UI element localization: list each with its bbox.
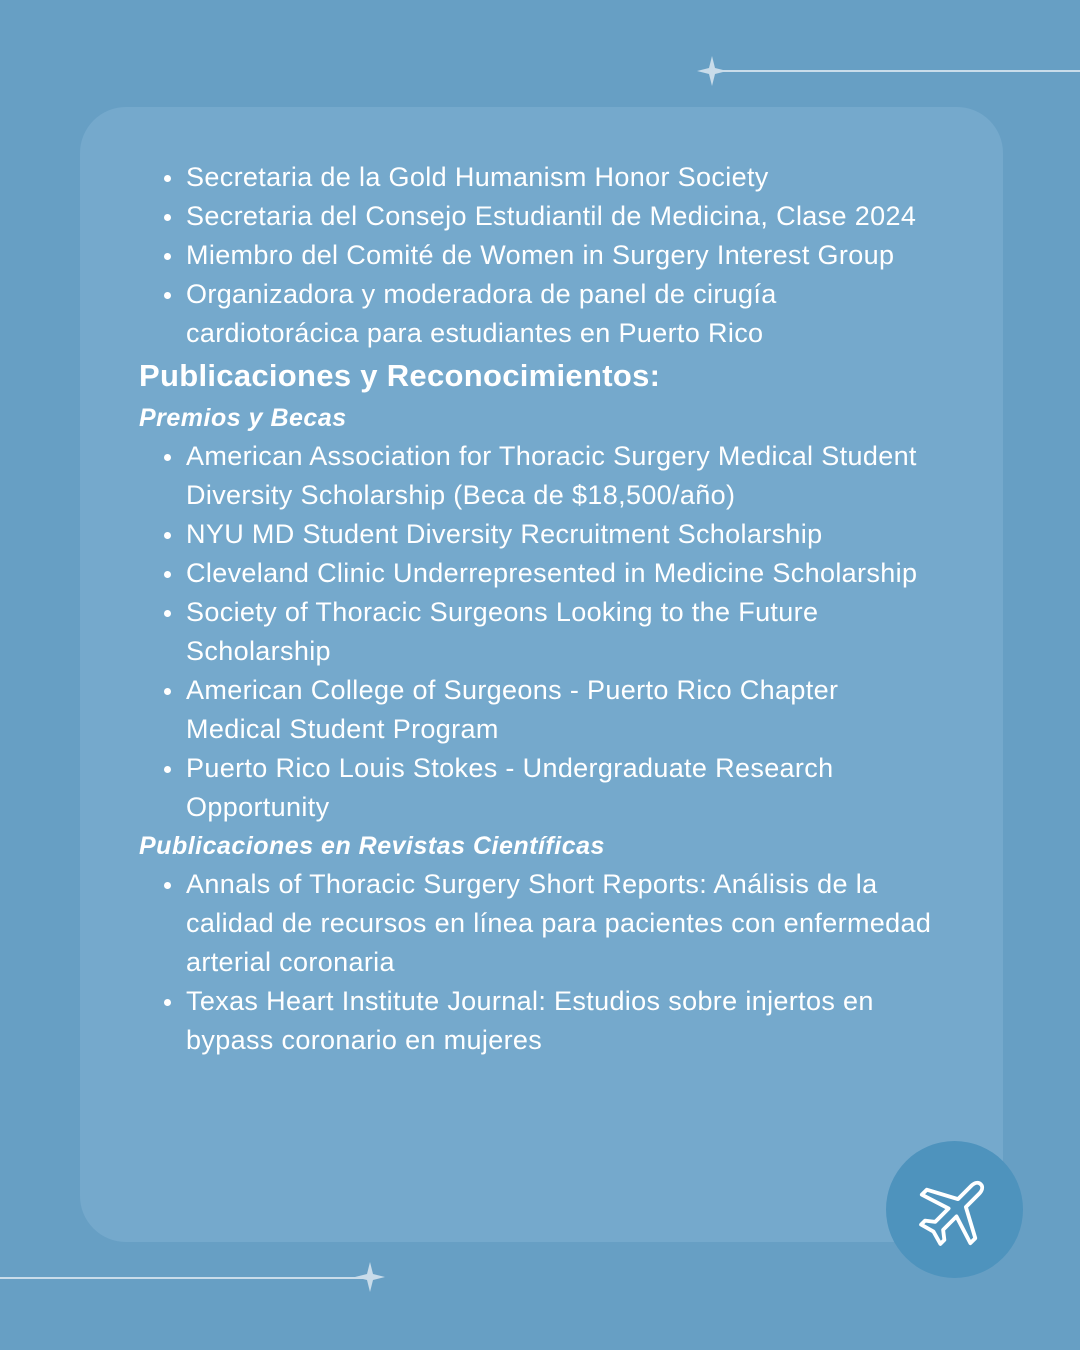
list-item: Secretaria de la Gold Humanism Honor Society: [139, 158, 939, 197]
list-item: NYU MD Student Diversity Recruitment Scholarship: [139, 515, 939, 554]
decorative-line-top: [712, 70, 1080, 72]
airplane-badge: [886, 1141, 1023, 1278]
leadership-list: [139, 158, 939, 353]
list-item: American Association for Thoracic Surgery Medical Student Diversity Scholarship (Beca de $18,500/año): [139, 437, 939, 515]
airplane-icon: [913, 1168, 997, 1252]
list-item: Puerto Rico Louis Stokes - Undergraduate Research Opportunity: [139, 749, 939, 827]
awards-list: [139, 437, 939, 827]
journals-subtitle: Publicaciones en Revistas Científicas: [139, 832, 605, 860]
list-item: Secretaria del Consejo Estudiantil de Medicina, Clase 2024: [139, 197, 939, 236]
decorative-line-bottom: [0, 1277, 372, 1279]
awards-subtitle: Premios y Becas: [139, 404, 347, 432]
sparkle-star-icon: [695, 54, 729, 88]
list-item: Annals of Thoracic Surgery Short Reports: Análisis de la calidad de recursos en línea para pacientes con enfermedad arterial coronaria: [139, 865, 939, 982]
list-item: Organizadora y moderadora de panel de cirugía cardiotorácica para estudiantes en Puerto Rico: [139, 275, 939, 353]
journals-list: [139, 865, 939, 1060]
section-title: Publicaciones y Reconocimientos:: [139, 358, 661, 393]
card-content: [139, 158, 939, 1060]
list-item: Texas Heart Institute Journal: Estudios sobre injertos en bypass coronario en mujeres: [139, 982, 939, 1060]
list-item: Miembro del Comité de Women in Surgery Interest Group: [139, 236, 939, 275]
sparkle-star-icon: [353, 1260, 387, 1294]
list-item: American College of Surgeons - Puerto Rico Chapter Medical Student Program: [139, 671, 939, 749]
list-item: Cleveland Clinic Underrepresented in Medicine Scholarship: [139, 554, 939, 593]
list-item: Society of Thoracic Surgeons Looking to the Future Scholarship: [139, 593, 939, 671]
